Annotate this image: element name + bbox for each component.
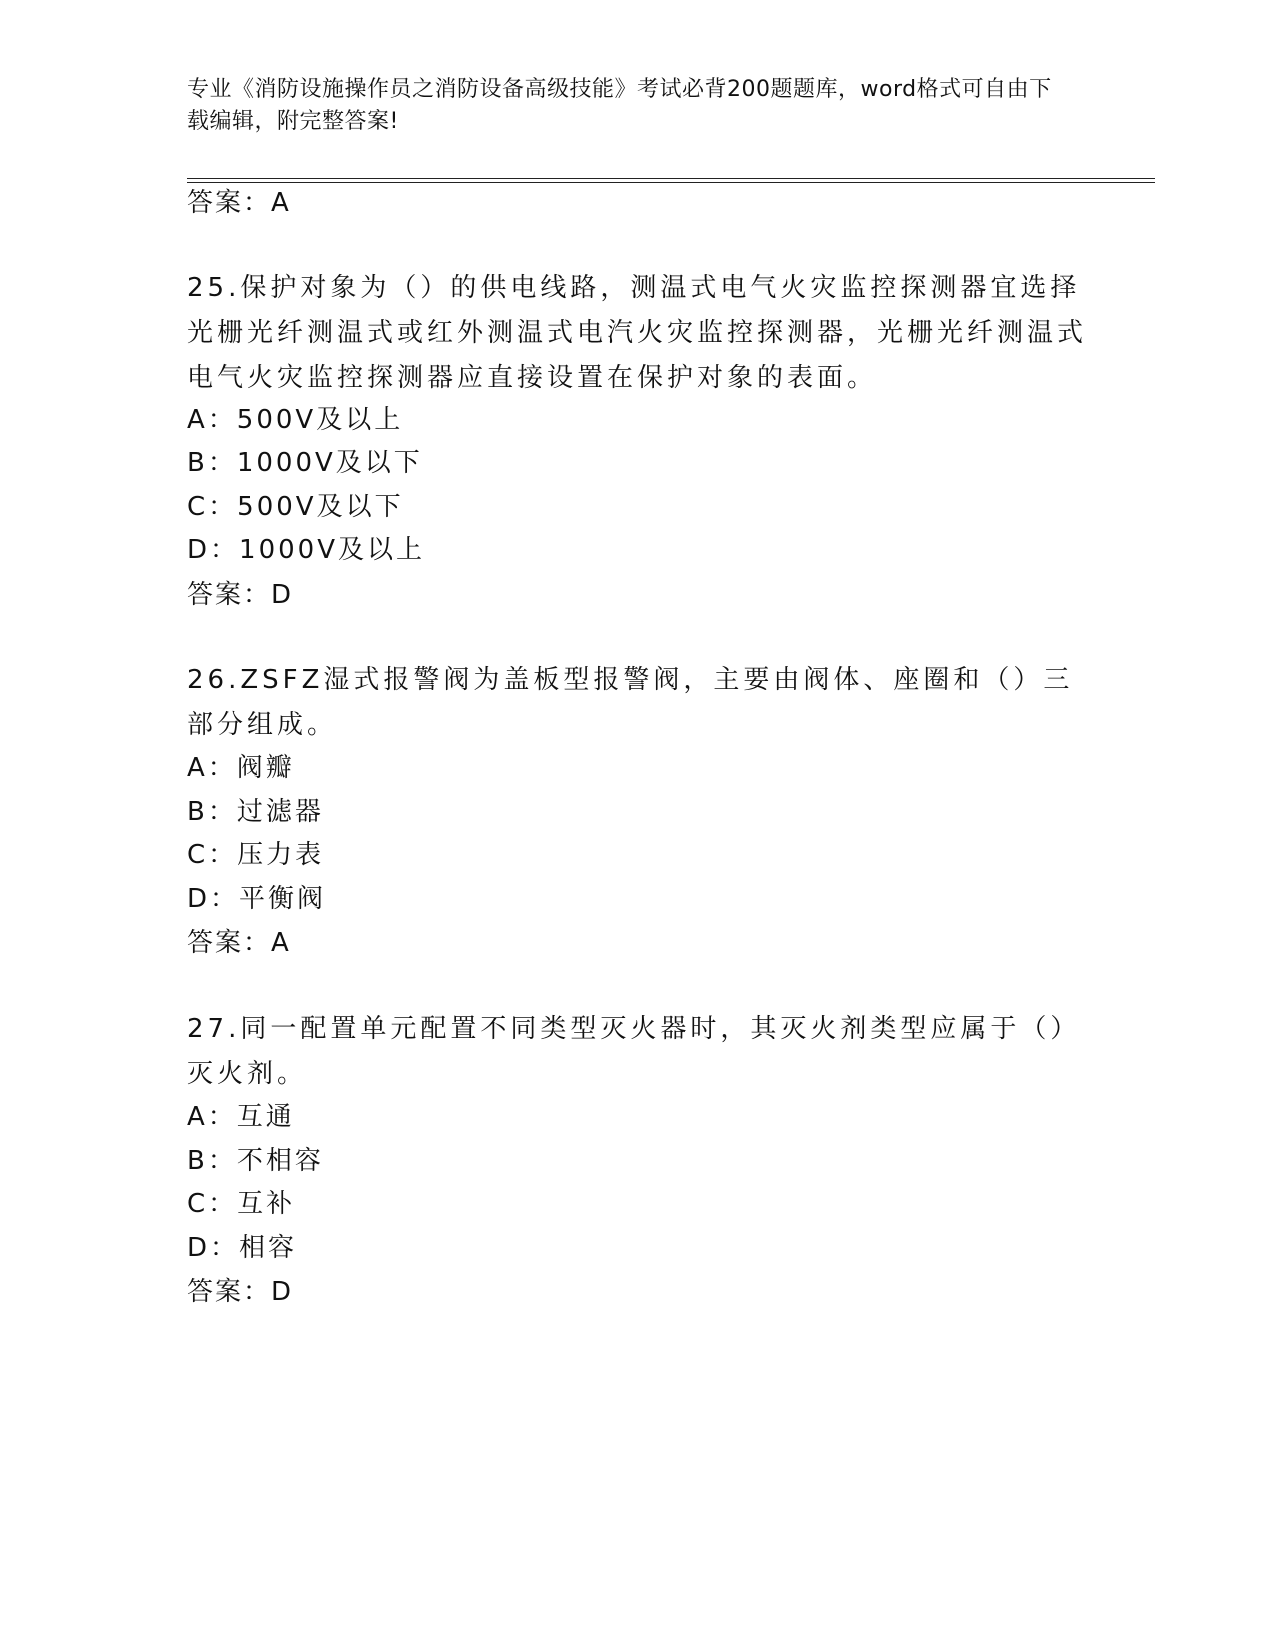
option-a: A：阀瓣 — [187, 753, 295, 783]
option-c: C：500V及以下 — [187, 492, 404, 522]
option-a: A：互通 — [187, 1102, 295, 1132]
header-divider-bottom — [187, 182, 1155, 183]
option-d: D：相容 — [187, 1233, 298, 1263]
option-b: B：1000V及以下 — [187, 448, 423, 478]
option-b: B：过滤器 — [187, 797, 324, 827]
answer-label: 答案：A — [187, 928, 291, 958]
question-stem: 26.ZSFZ湿式报警阀为盖板型报警阀，主要由阀体、座圈和（）三部分组成。 — [187, 665, 1074, 740]
option-c: C：互补 — [187, 1189, 296, 1219]
option-d: D：平衡阀 — [187, 884, 327, 914]
header-intro: 专业《消防设施操作员之消防设备高级技能》考试必背200题题库，word格式可自由下载编辑，附完整答案! — [187, 77, 1052, 134]
option-c: C：压力表 — [187, 840, 325, 870]
option-d: D：1000V及以上 — [187, 535, 425, 565]
option-a: A：500V及以上 — [187, 405, 404, 435]
answer-label: 答案：D — [187, 1277, 294, 1307]
answer-label: 答案：A — [187, 188, 291, 218]
question-stem: 27.同一配置单元配置不同类型灭火器时，其灭火剂类型应属于（）灭火剂。 — [187, 1014, 1081, 1089]
option-b: B：不相容 — [187, 1146, 324, 1176]
question-stem: 25.保护对象为（）的供电线路，测温式电气火灾监控探测器宜选择光栅光纤测温式或红外测温式电汽火灾监控探测器，光栅光纤测温式电气火灾监控探测器应直接设置在保护对象的表面。 — [187, 273, 1088, 393]
answer-label: 答案：D — [187, 580, 294, 610]
header-divider-top — [187, 178, 1155, 179]
